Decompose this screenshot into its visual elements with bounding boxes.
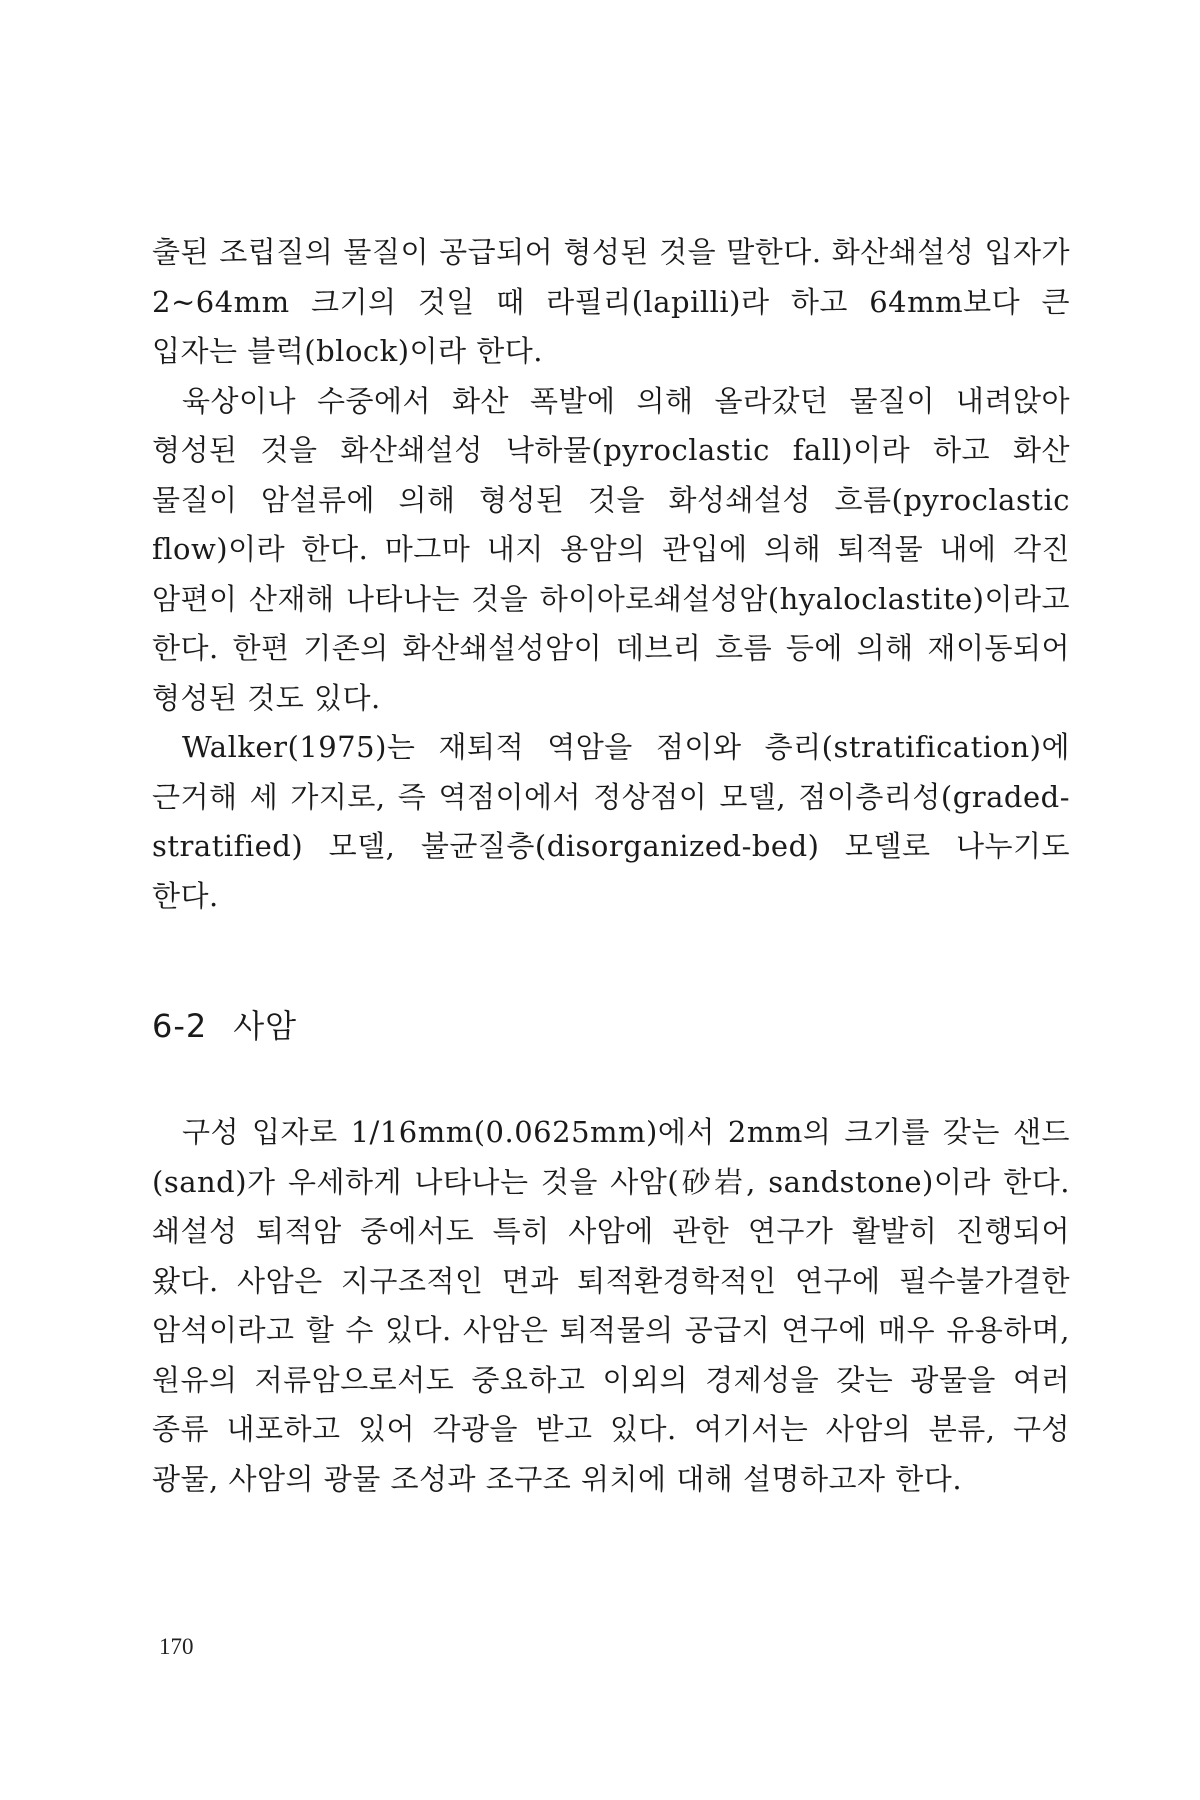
paragraph-lapilli: 출된 조립질의 물질이 공급되어 형성된 것을 말한다. 화산쇄설성 입자가 2~64mm 크기의 것일 때 라필리(lapilli)라 하고 64mm보다 큰 입자는 블럭(block)이라 한다.: [152, 235, 1070, 368]
paragraph-walker: Walker(1975)는 재퇴적 역암을 점이와 층리(stratification)에 근거해 세 가지로, 즉 역점이에서 정상점이 모델, 점이층리성(graded-stratified) 모델, 불균질층(disorganized-bed) 모델로 나누기도 한다.: [152, 730, 1070, 913]
section-heading: [152, 1004, 1070, 1048]
section-title: 사암: [233, 1007, 298, 1045]
page-body: [152, 228, 1070, 1504]
page-number: 170: [159, 1634, 194, 1659]
paragraph-pyroclastic: 육상이나 수중에서 화산 폭발에 의해 올라갔던 물질이 내려앉아 형성된 것을 화산쇄설성 낙하물(pyroclastic fall)이라 하고 화산 물질이 암설류에 의해 형성된 것을 화성쇄설성 흐름(pyroclastic flow)이라 한다. 마그마 내지 용암의 관입에 의해 퇴적물 내에 각진 암편이 산재해 나타나는 것을 하이아로쇄설성암(hyaloclastite)이라고 한다. 한편 기존의 화산쇄설성암이 데브리 흐름 등에 의해 재이동되어 형성된 것도 있다.: [152, 383, 1070, 715]
section-number: 6-2: [152, 1007, 208, 1045]
paragraph-sandstone: 구성 입자로 1/16mm(0.0625mm)에서 2mm의 크기를 갖는 샌드(sand)가 우세하게 나타나는 것을 사암(砂岩, sandstone)이라 한다. 쇄설성 퇴적암 중에서도 특히 사암에 관한 연구가 활발히 진행되어 왔다. 사암은 지구조적인 면과 퇴적환경학적인 연구에 필수불가결한 암석이라고 할 수 있다. 사암은 퇴적물의 공급지 연구에 매우 유용하며, 원유의 저류암으로서도 중요하고 이외의 경제성을 갖는 광물을 여러 종류 내포하고 있어 각광을 받고 있다. 여기서는 사암의 분류, 구성 광물, 사암의 광물 조성과 조구조 위치에 대해 설명하고자 한다.: [152, 1115, 1070, 1496]
